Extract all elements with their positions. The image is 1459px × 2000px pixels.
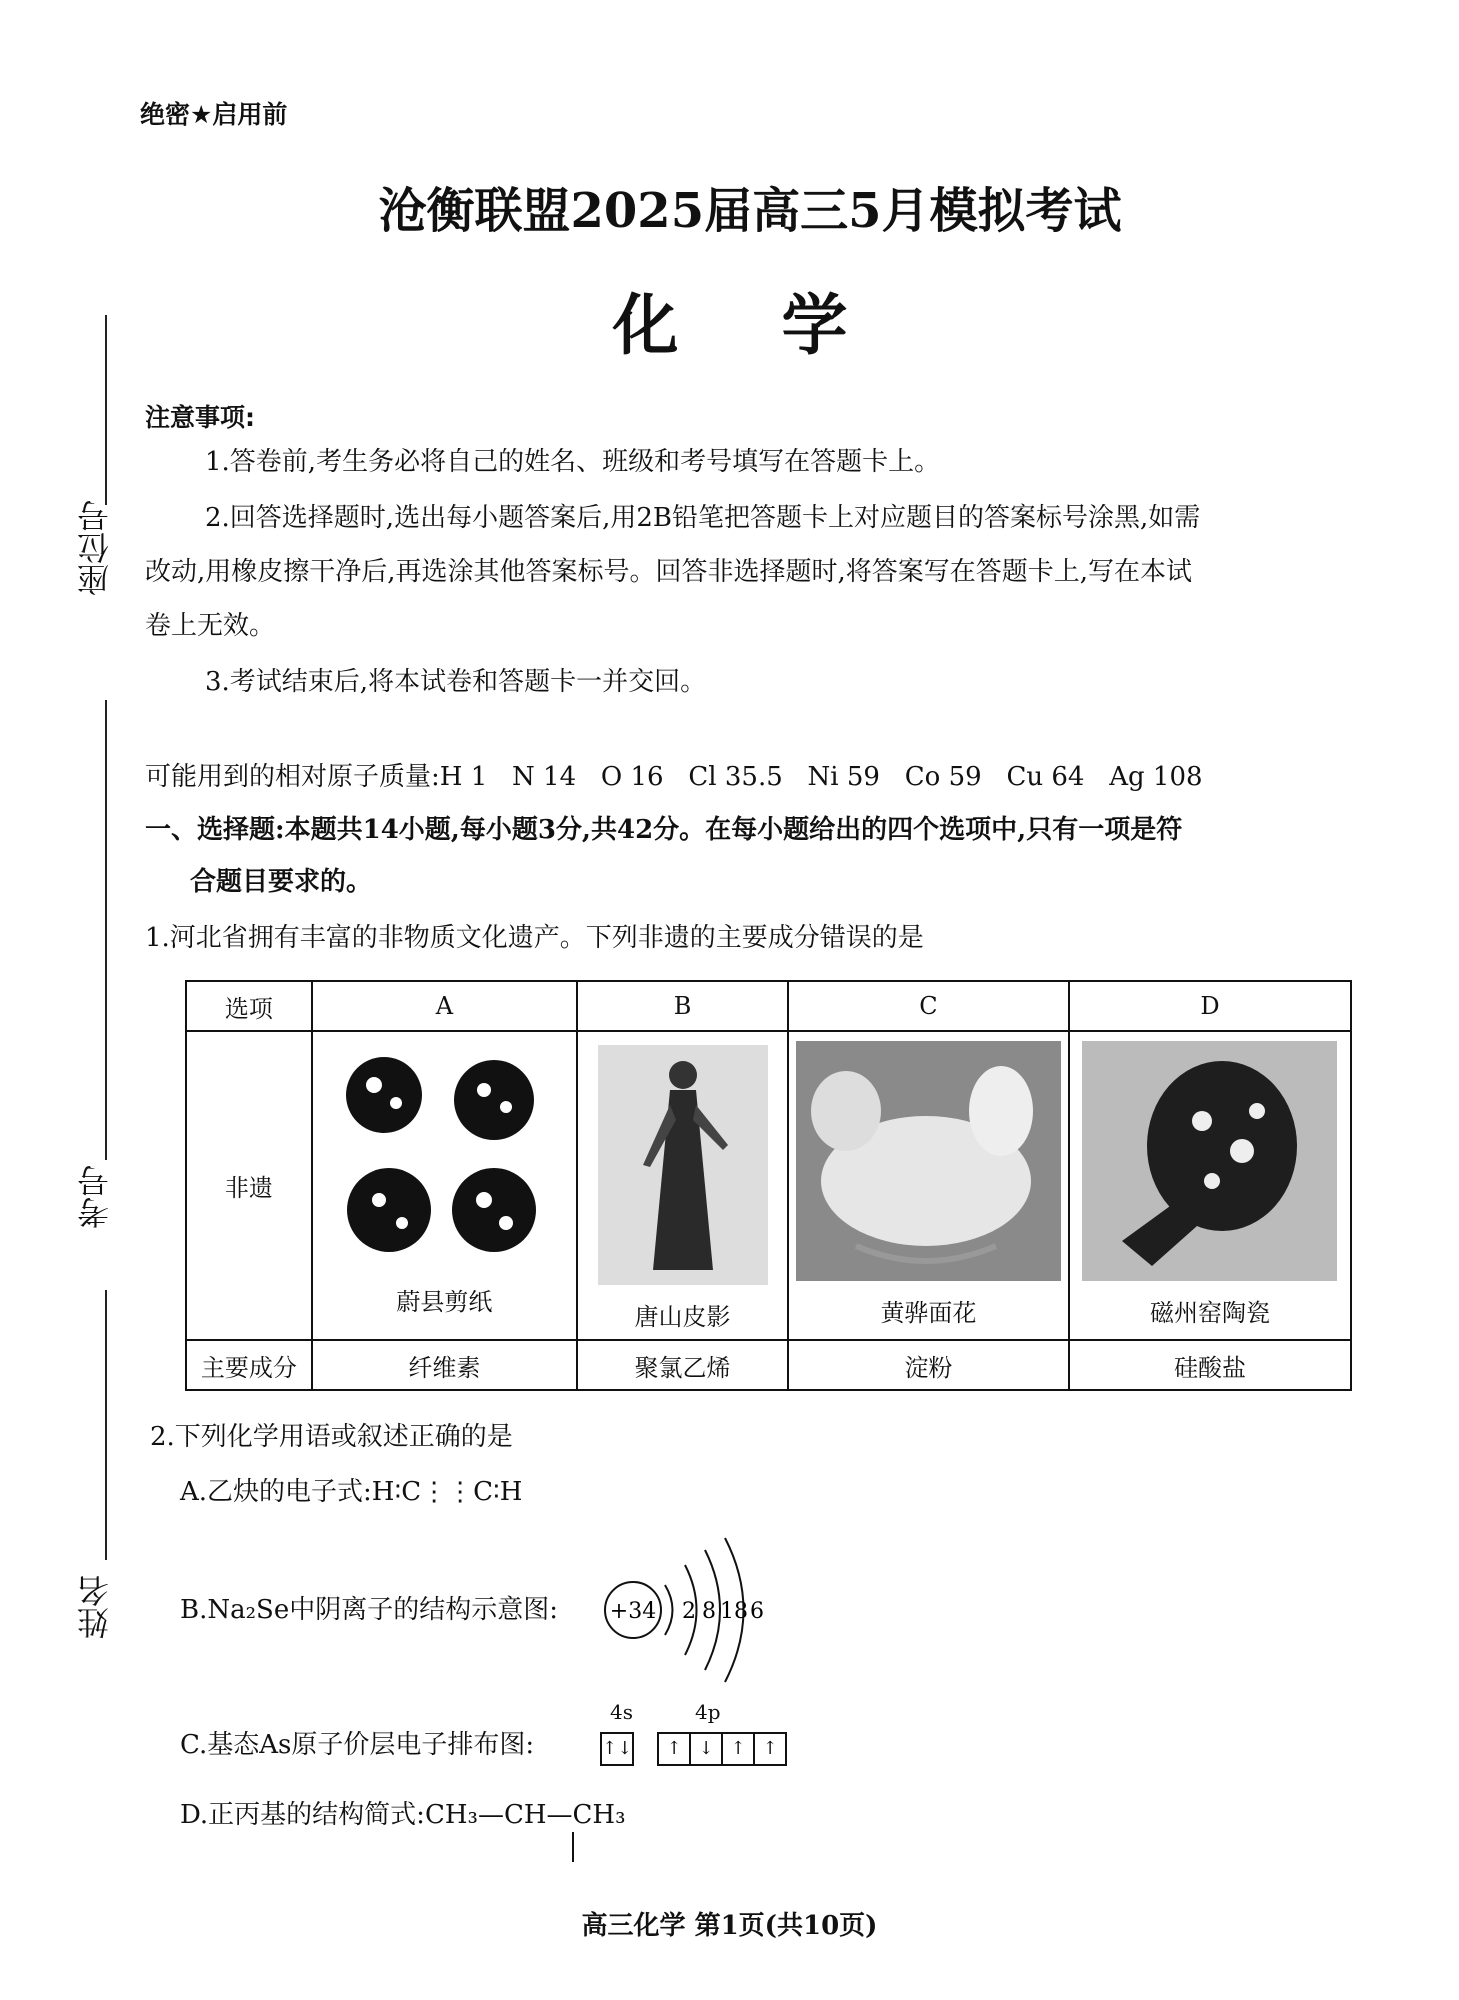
option-b-text: B.Na₂Se中阴离子的结构示意图: [180,1595,559,1625]
orbital-box: ↑ [753,1732,787,1766]
propyl-formula: CH₃—CH—CH₃ [424,1800,626,1830]
exam-no-label: 考号 [76,1165,114,1229]
q1-stem: 1.河北省拥有丰富的非物质文化遗产。下列非遗的主要成分错误的是 [145,923,924,953]
option-c-cell [788,1031,1069,1340]
heritage-name: 磁州窑陶瓷 [1149,1299,1270,1327]
seat-label: 座位号 [76,500,114,596]
nucleus-charge: +34 [609,1599,657,1624]
table-header: A [312,981,577,1031]
shell-electrons: 18 [720,1599,748,1624]
option-c-text: C.基态As原子价层电子排布图: [180,1730,535,1760]
row-label: 非遗 [186,1031,312,1340]
table-header: B [577,981,788,1031]
section-heading-cont: 合题目要求的。 [190,867,373,897]
orbital-box: ↑ [657,1732,691,1766]
table-header: D [1069,981,1351,1031]
paper-cut-image [334,1045,554,1270]
shadow-puppet-image [598,1045,768,1285]
section-heading: 一、选择题:本题共14小题,每小题3分,共42分。在每小题给出的四个选项中,只有一项是符 [145,815,1183,845]
component-cell: 纤维素 [312,1340,577,1390]
q2-option-c [180,1725,534,1765]
atomic-structure-diagram [600,1530,770,1695]
note-item: 1.答卷前,考生务必将自己的姓名、班级和考号填写在答题卡上。 [205,447,941,477]
option-d-cell [1069,1031,1351,1340]
q2-option-b [180,1590,558,1630]
name-line [105,1290,107,1560]
note-item: 3.考试结束后,将本试卷和答题卡一并交回。 [205,667,707,697]
formula-bond [572,1832,574,1862]
porcelain-vase-image [1082,1041,1337,1281]
exam-title: 沧衡联盟2025届高三5月模拟考试 [378,183,1122,239]
orbital-box: ↑↓ [600,1732,634,1766]
heritage-name: 蔚县剪纸 [396,1288,493,1316]
component-cell: 聚氯乙烯 [577,1340,788,1390]
dough-figure-image [796,1041,1061,1281]
orbital-4p [657,1732,785,1766]
shell-electrons: 2 [682,1599,696,1624]
option-d-text: D.正丙基的结构简式: [180,1800,425,1830]
orbital-4p-label: 4p [695,1700,721,1724]
table-header: 选项 [186,981,312,1031]
note-item: 卷上无效。 [145,611,276,641]
seat-line [105,315,107,505]
page-footer: 高三化学 第1页(共10页) [581,1911,878,1941]
row-label: 主要成分 [186,1340,312,1390]
orbital-box: ↑ [721,1732,755,1766]
option-a-cell [312,1031,577,1340]
name-label: 姓名 [76,1575,114,1639]
option-b-cell [577,1031,788,1340]
orbital-4s-label: 4s [610,1700,633,1724]
orbital-4s [600,1732,632,1766]
q2-stem: 2.下列化学用语或叙述正确的是 [150,1422,513,1452]
shell-electrons: 6 [750,1599,764,1624]
q2-option-d [180,1795,626,1835]
shell-electrons: 8 [702,1599,716,1624]
notes-title: 注意事项: [145,403,255,432]
confidential-mark: 绝密★启用前 [140,100,288,129]
subject-title: 化 学 [612,286,888,364]
q2-option-a: A.乙炔的电子式:H∶C⋮⋮C∶H [180,1477,523,1507]
orbital-box: ↓ [689,1732,723,1766]
heritage-name: 唐山皮影 [634,1303,731,1331]
note-item: 2.回答选择题时,选出每小题答案后,用2B铅笔把答题卡上对应题目的答案标号涂黑,如需 [205,503,1201,533]
heritage-name: 黄骅面花 [880,1299,977,1327]
q1-table [185,980,1352,1391]
component-cell: 淀粉 [788,1340,1069,1390]
atomic-masses: 可能用到的相对原子质量:H 1 N 14 O 16 Cl 35.5 Ni 59 Co 59 Cu 64 Ag 108 [145,762,1203,792]
exam-no-line [105,700,107,1160]
note-item: 改动,用橡皮擦干净后,再选涂其他答案标号。回答非选择题时,将答案写在答题卡上,写在本试 [145,557,1193,587]
table-header: C [788,981,1069,1031]
component-cell: 硅酸盐 [1069,1340,1351,1390]
